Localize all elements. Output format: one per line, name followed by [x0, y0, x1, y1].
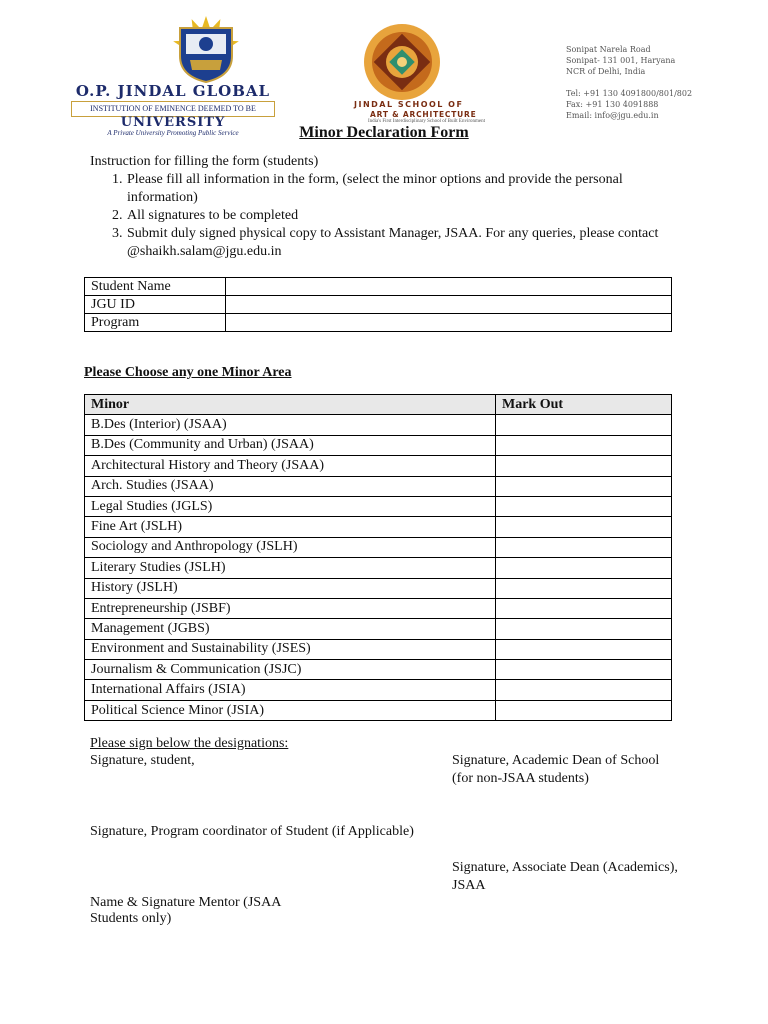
table-row	[85, 660, 672, 680]
university-tagline: A Private University Promoting Public Service	[107, 129, 239, 137]
school-logo	[352, 22, 502, 122]
instructions-intro: Instruction for filling the form (students)	[90, 154, 319, 169]
mark-out-cell[interactable]	[496, 578, 672, 598]
jgu-id-label: JGU ID	[85, 296, 226, 314]
table-row	[85, 598, 672, 618]
minor-option-label: Environment and Sustainability (JSES)	[85, 639, 496, 659]
mark-out-cell[interactable]	[496, 598, 672, 618]
instruction-item	[90, 171, 690, 207]
table-row	[85, 619, 672, 639]
mentor-signature-note: Students only)	[90, 911, 172, 926]
university-name-line2: UNIVERSITY	[120, 115, 226, 130]
minor-option-label: B.Des (Interior) (JSAA)	[85, 415, 496, 435]
academic-dean-signature-note: (for non-JSAA students)	[452, 771, 589, 786]
minor-option-label: History (JSLH)	[85, 578, 496, 598]
email: Email: info@jgu.edu.in	[566, 111, 659, 120]
table-row	[85, 296, 672, 314]
minor-option-label: Arch. Studies (JSAA)	[85, 476, 496, 496]
university-name: O.P. JINDAL GLOBAL	[75, 82, 271, 100]
table-row	[85, 700, 672, 720]
instruction-number: 3.	[112, 226, 123, 241]
jgu-id-field[interactable]	[226, 296, 672, 314]
instruction-text: Please fill all information in the form, (select the minor options and provide the personal information)	[127, 172, 623, 205]
mark-out-cell[interactable]	[496, 558, 672, 578]
signature-heading: Please sign below the designations:	[90, 736, 289, 751]
minor-option-label: Fine Art (JSLH)	[85, 517, 496, 537]
school-name: JINDAL SCHOOL OF	[354, 100, 464, 109]
table-row	[85, 476, 672, 496]
minor-option-label: Legal Studies (JGLS)	[85, 496, 496, 516]
table-row	[85, 558, 672, 578]
school-tagline: India's First Interdisciplinary School of Built Environment	[368, 119, 485, 124]
mark-out-cell[interactable]	[496, 680, 672, 700]
minor-option-label: Management (JGBS)	[85, 619, 496, 639]
table-row	[85, 680, 672, 700]
instruction-item	[90, 207, 690, 225]
table-row	[85, 314, 672, 332]
mark-out-column-header: Mark Out	[496, 395, 672, 415]
table-row	[85, 578, 672, 598]
mentor-signature-label: Name & Signature Mentor (JSAA	[90, 895, 282, 910]
academic-dean-signature-label: Signature, Academic Dean of School	[452, 753, 660, 768]
table-row	[85, 639, 672, 659]
minor-option-label: Literary Studies (JSLH)	[85, 558, 496, 578]
mark-out-cell[interactable]	[496, 496, 672, 516]
minor-option-label: Architectural History and Theory (JSAA)	[85, 456, 496, 476]
student-signature-label: Signature, student,	[90, 753, 195, 768]
telephone: Tel: +91 130 4091800/801/802	[566, 89, 693, 98]
program-field[interactable]	[226, 314, 672, 332]
table-row	[85, 435, 672, 455]
university-logo	[68, 14, 278, 137]
instruction-text: All signatures to be completed	[127, 208, 299, 223]
minor-option-label: International Affairs (JSIA)	[85, 680, 496, 700]
table-row	[85, 517, 672, 537]
instruction-text: Submit duly signed physical copy to Assistant Manager, JSAA. For any queries, please contact @shaikh.salam@jgu.edu.in	[127, 226, 659, 259]
school-name-line2: ART & ARCHITECTURE	[370, 110, 477, 119]
instruction-item	[90, 225, 690, 261]
table-row	[85, 278, 672, 296]
table-row	[85, 456, 672, 476]
contact-block	[566, 44, 726, 121]
minor-option-label: Journalism & Communication (JSJC)	[85, 660, 496, 680]
table-row	[85, 415, 672, 435]
mark-out-cell[interactable]	[496, 619, 672, 639]
minor-option-label: B.Des (Community and Urban) (JSAA)	[85, 435, 496, 455]
associate-dean-signature-school: JSAA	[452, 878, 486, 893]
form-title: Minor Declaration Form	[299, 124, 469, 141]
mark-out-cell[interactable]	[496, 476, 672, 496]
minor-table	[84, 394, 672, 721]
minor-option-label: Political Science Minor (JSIA)	[85, 700, 496, 720]
student-name-label: Student Name	[85, 278, 226, 296]
address-line: NCR of Delhi, India	[566, 67, 646, 76]
minor-option-label: Sociology and Anthropology (JSLH)	[85, 537, 496, 557]
university-crest-icon	[136, 14, 276, 84]
student-details-table	[84, 277, 672, 332]
instruction-number: 1.	[112, 172, 123, 187]
instructions	[90, 153, 690, 261]
fax: Fax: +91 130 4091888	[566, 100, 659, 109]
mark-out-cell[interactable]	[496, 660, 672, 680]
address-line: Sonipat Narela Road	[566, 45, 651, 54]
mark-out-cell[interactable]	[496, 517, 672, 537]
mark-out-cell[interactable]	[496, 700, 672, 720]
table-row	[85, 496, 672, 516]
instruction-number: 2.	[112, 208, 123, 223]
mark-out-cell[interactable]	[496, 537, 672, 557]
minor-option-label: Entrepreneurship (JSBF)	[85, 598, 496, 618]
mandala-emblem-icon	[362, 22, 442, 102]
mark-out-cell[interactable]	[496, 435, 672, 455]
student-name-field[interactable]	[226, 278, 672, 296]
minor-section-heading: Please Choose any one Minor Area	[84, 365, 292, 380]
program-label: Program	[85, 314, 226, 332]
mark-out-cell[interactable]	[496, 456, 672, 476]
mark-out-cell[interactable]	[496, 415, 672, 435]
address-line: Sonipat- 131 001, Haryana	[566, 56, 676, 65]
associate-dean-signature-label: Signature, Associate Dean (Academics),	[452, 860, 678, 875]
program-coordinator-signature-label: Signature, Program coordinator of Student (if Applicable)	[90, 824, 414, 839]
university-eminence-banner: INSTITUTION OF EMINENCE DEEMED TO BE	[71, 101, 275, 117]
mark-out-cell[interactable]	[496, 639, 672, 659]
minor-column-header: Minor	[85, 395, 496, 415]
table-header-row	[85, 395, 672, 415]
table-row	[85, 537, 672, 557]
